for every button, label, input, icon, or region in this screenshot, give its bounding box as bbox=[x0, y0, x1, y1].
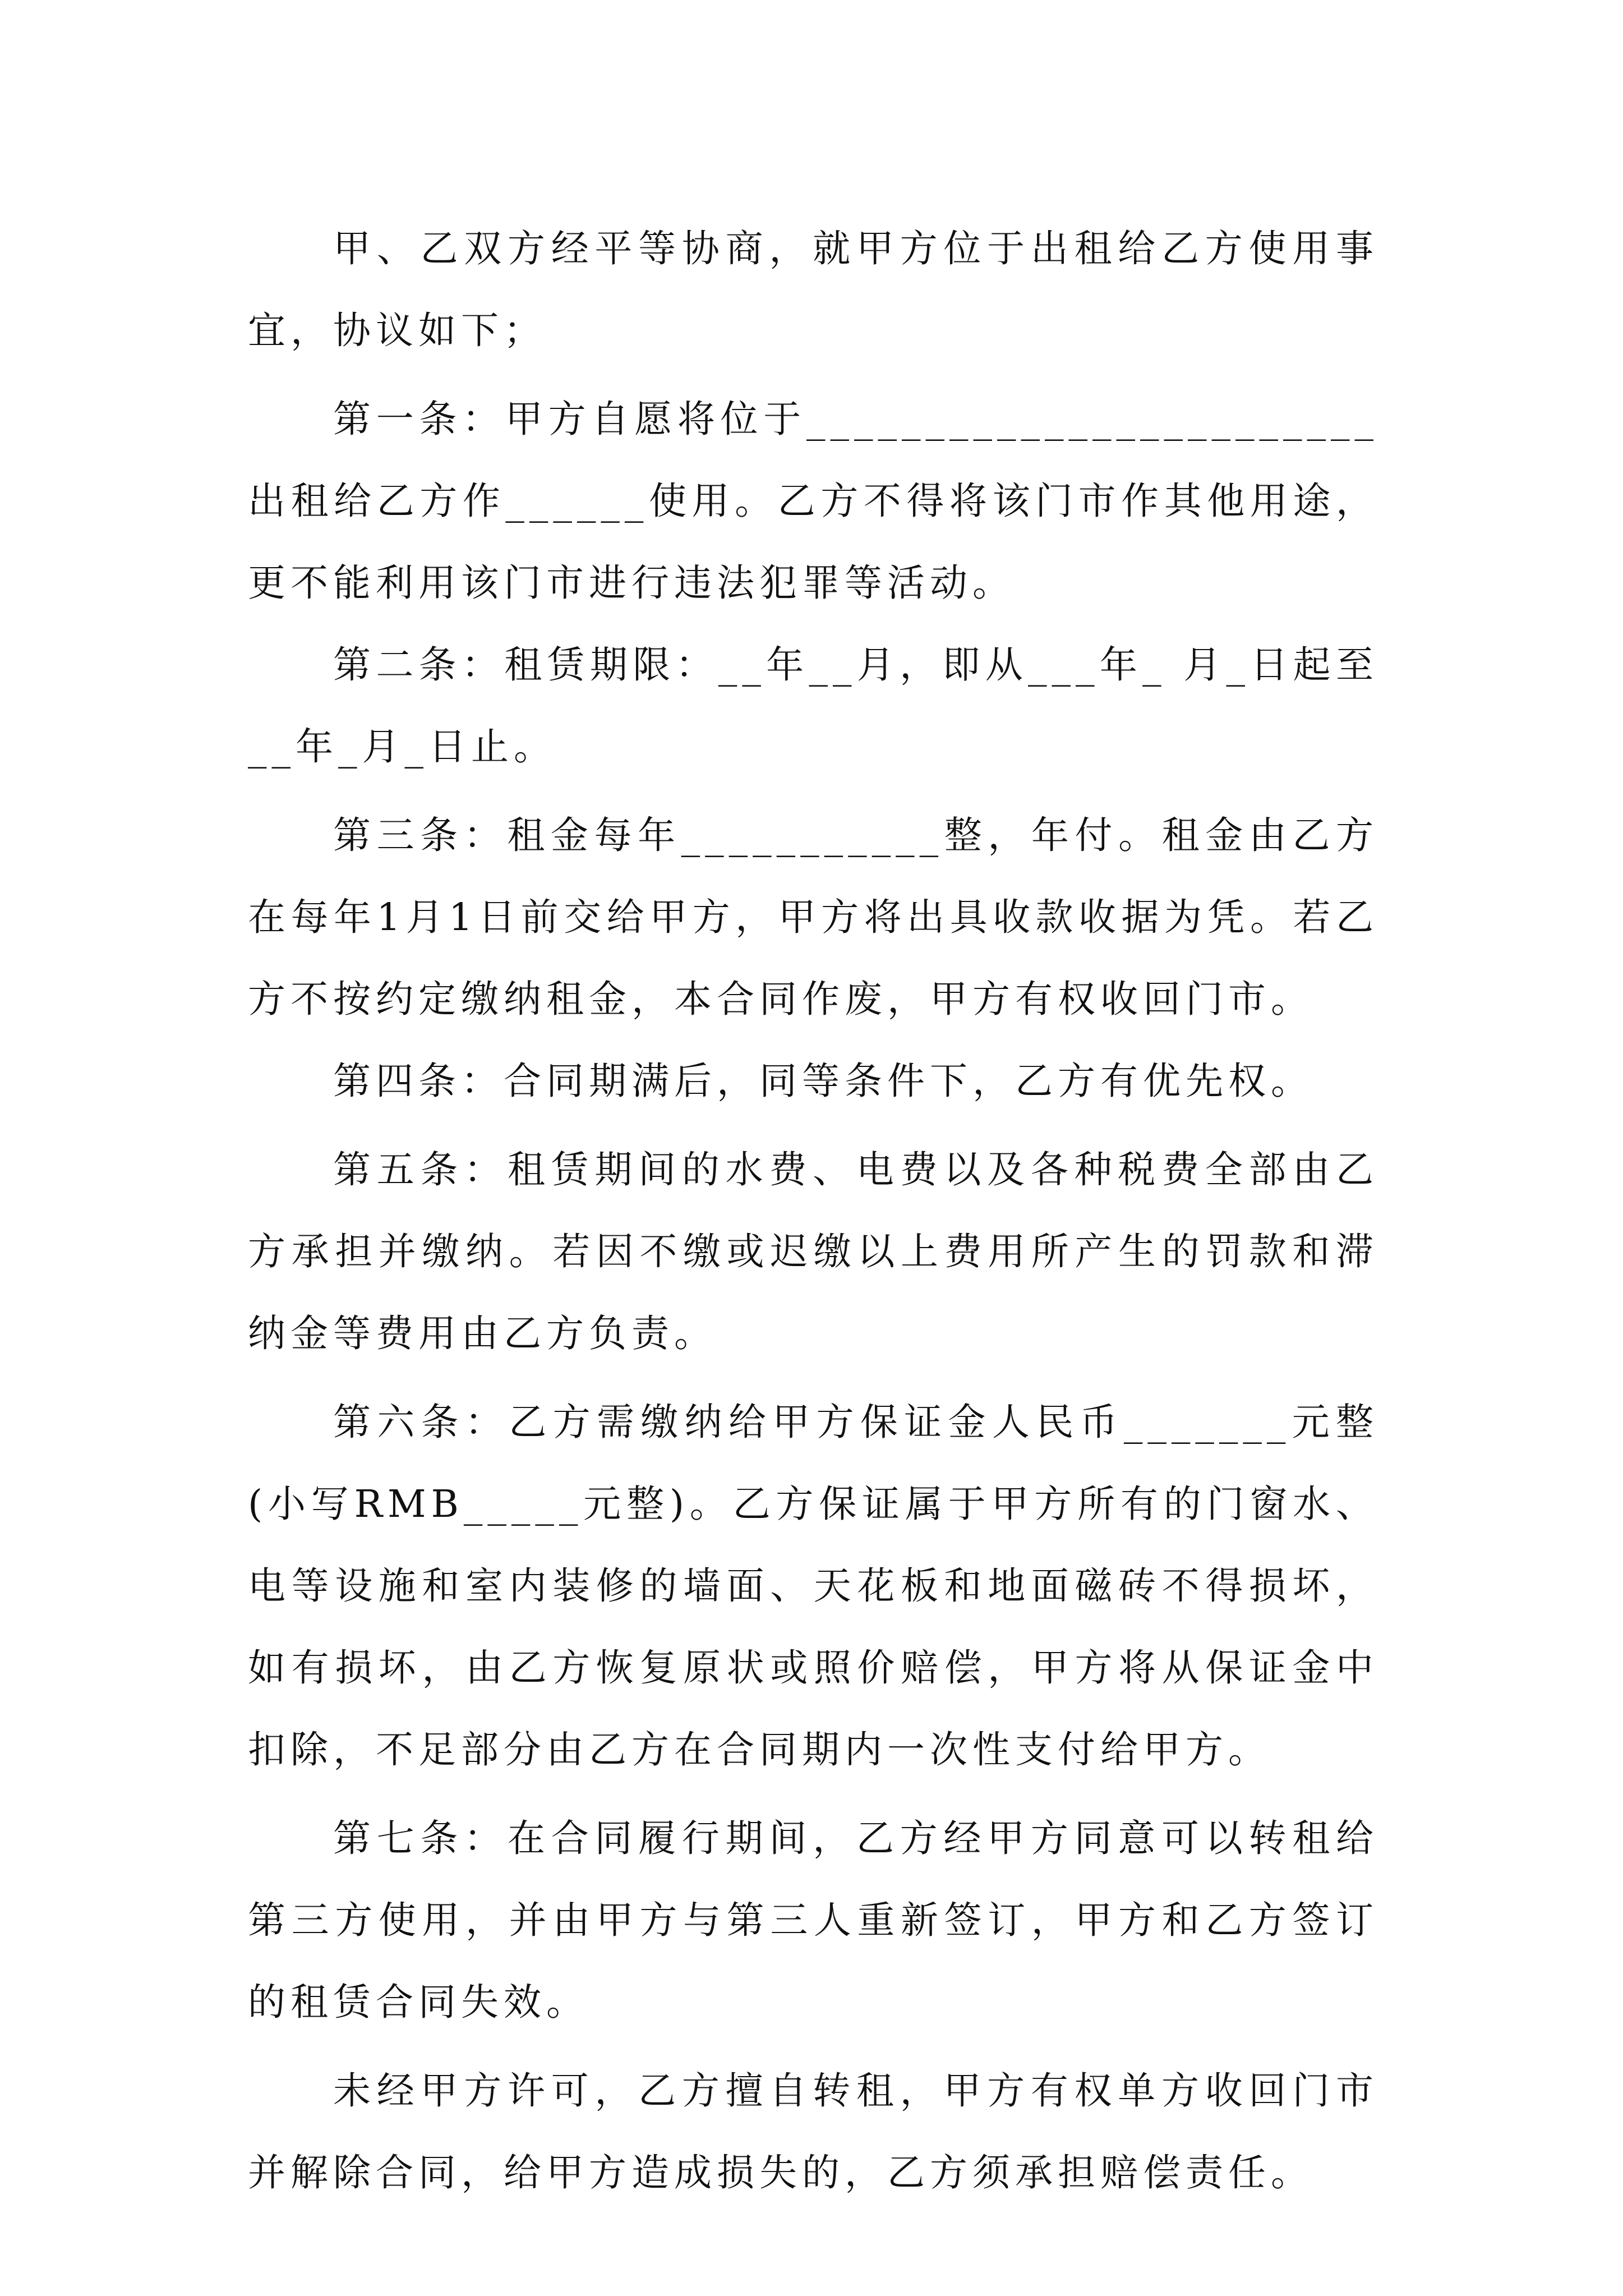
article-5-paragraph: 第五条：租赁期间的水费、电费以及各种税费全部由乙方承担并缴纳。若因不缴或迟缴以上费用所产生的罚款和滞纳金等费用由乙方负责。 bbox=[248, 1148, 1378, 1355]
article-4-paragraph: 第四条：合同期满后，同等条件下，乙方有优先权。 bbox=[333, 1059, 1313, 1103]
article-2-paragraph: 第二条：租赁期限：__年__月，即从___年_ 月_日起至__年_月_日止。 bbox=[248, 643, 1378, 769]
intro-paragraph: 甲、乙双方经平等协商，就甲方位于出租给乙方使用事宜，协议如下； bbox=[248, 227, 1378, 352]
document-body bbox=[248, 208, 1378, 2220]
article-7-paragraph: 第七条：在合同履行期间，乙方经甲方同意可以转租给第三方使用，并由甲方与第三人重新签订，甲方和乙方签订的租赁合同失效。 bbox=[248, 1816, 1378, 2024]
article-6-paragraph: 第六条：乙方需缴纳给甲方保证金人民币_______元整(小写RMB_____元整)。乙方保证属于甲方所有的门窗水、电等设施和室内装修的墙面、天花板和地面磁砖不得损坏，如有损坏，由乙方恢复原状或照价赔偿，甲方将从保证金中扣除，不足部分由乙方在合同期内一次性支付给甲方。 bbox=[248, 1400, 1378, 1772]
article-1-paragraph: 第一条：甲方自愿将位于________________________出租给乙方作______使用。乙方不得将该门市作其他用途，更不能利用该门市进行违法犯罪等活动。 bbox=[248, 397, 1378, 605]
sublease-clause-paragraph: 未经甲方许可，乙方擅自转租，甲方有权单方收回门市并解除合同，给甲方造成损失的，乙方须承担赔偿责任。 bbox=[248, 2069, 1378, 2194]
article-3-paragraph: 第三条：租金每年___________整，年付。租金由乙方在每年1月1日前交给甲方，甲方将出具收款收据为凭。若乙方不按约定缴纳租金，本合同作废，甲方有权收回门市。 bbox=[248, 813, 1378, 1021]
